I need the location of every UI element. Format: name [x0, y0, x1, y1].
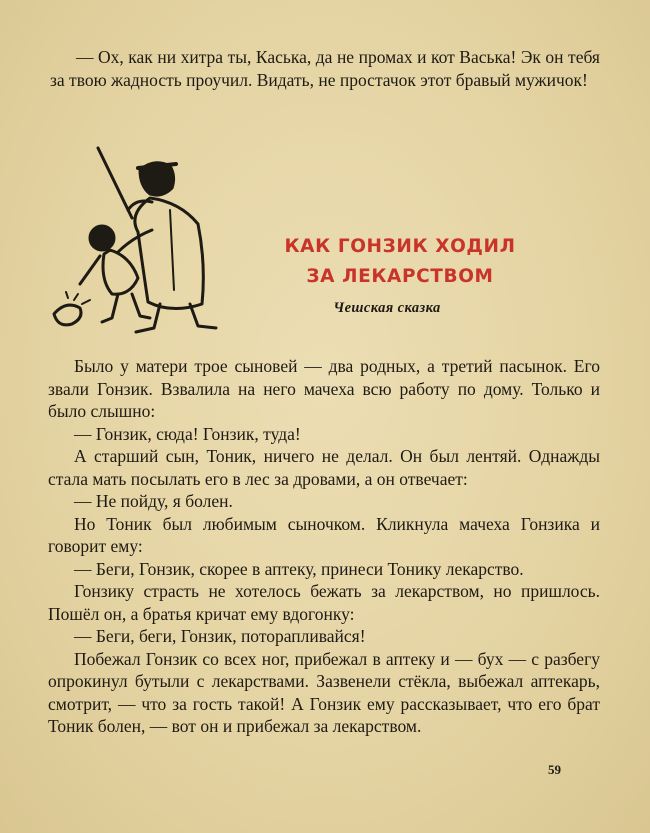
- story-title: [270, 232, 530, 292]
- story-paragraph: — Гонзик, сюда! Гонзик, туда!: [74, 423, 301, 444]
- story-paragraph: А старший сын, Тоник, ничего не делал. Он был лентяй. Однажды стала мать посылать его в лес за дровами, а он отвечает:: [48, 446, 600, 489]
- story-paragraph: Побежал Гонзик со всех ног, прибежал в аптеку и — бух — с разбегу опрокинул бутыли с лекарствами. Зазвенели стёкла, выбежал аптекарь, смотрит, — что за гость такой! А Гонзик ему рассказывает, что его брат Тоник болен, — вот он и прибежал за лекарством.: [48, 648, 600, 736]
- story-paragraph: — Беги, беги, Гонзик, поторапливайся!: [74, 626, 366, 646]
- story-title-line-1: КАК ГОНЗИК ХОДИЛ: [284, 236, 516, 257]
- intro-paragraph: — Ох, как ни хитра ты, Каська, да не промах и кот Васька! Эк он тебя за твою жадность проучил. Видать, не простачок этот бравый мужичок!: [50, 47, 600, 90]
- story-subtitle: Чешская сказка: [333, 300, 441, 316]
- page-number: 59: [548, 762, 561, 777]
- intro-text: [50, 46, 600, 92]
- story-paragraph: Но Тоник был любимым сыночком. Кликнула мачеха Гонзика и говорит ему:: [48, 513, 600, 556]
- story-title-line-2: ЗА ЛЕКАРСТВОМ: [306, 266, 494, 287]
- story-paragraph: Было у матери трое сыновей — два родных, а третий пасынок. Его звали Гонзик. Взвалила на него мачеха всю работу по дому. Только и было слышно:: [48, 356, 600, 421]
- illustration-pharmacist-chasing-boy: [40, 140, 270, 345]
- story-paragraph: Гонзику страсть не хотелось бежать за лекарством, но пришлось. Пошёл он, а братья кричат ему вдогонку:: [48, 581, 600, 624]
- story-paragraph: — Не пойду, я болен.: [74, 491, 233, 511]
- story-paragraph: — Беги, Гонзик, скорее в аптеку, принеси Тонику лекарство.: [74, 558, 524, 579]
- story-text: [48, 355, 600, 738]
